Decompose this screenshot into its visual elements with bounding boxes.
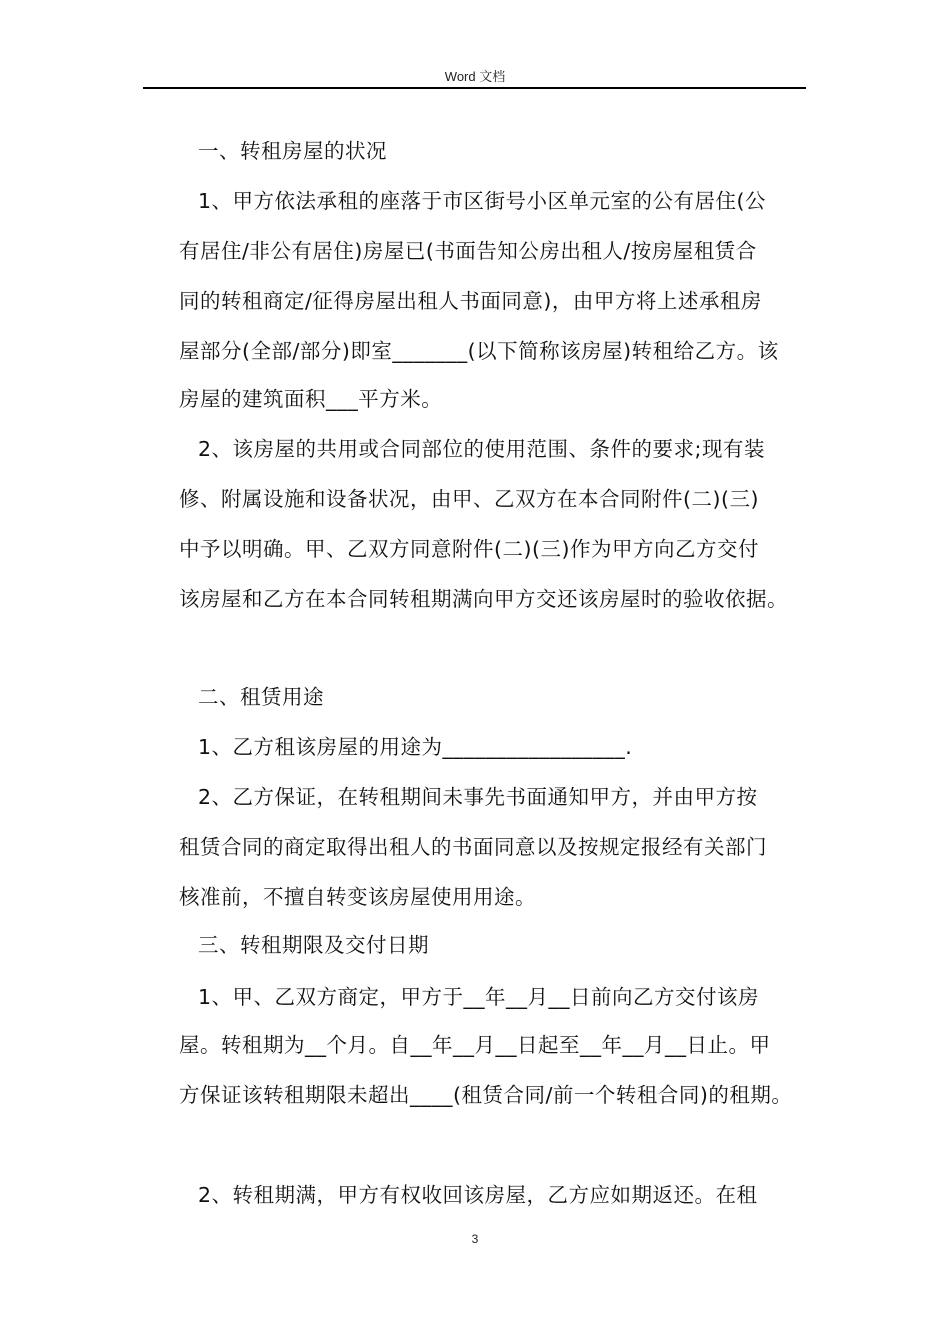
paragraph-line: 同的转租商定/征得房屋出租人书面同意)，由甲方将上述承租房 bbox=[179, 289, 762, 313]
section-heading-2: 二、租赁用途 bbox=[198, 685, 324, 709]
paragraph-line: 2、乙方保证，在转租期间未事先书面通知甲方，并由甲方按 bbox=[198, 785, 758, 809]
paragraph-line: 核准前，不擅自转变该房屋使用用途。 bbox=[179, 885, 536, 909]
paragraph-line: 1、甲方依法承租的座落于市区街号小区单元室的公有居住(公 bbox=[198, 189, 767, 213]
paragraph-line: 2、转租期满，甲方有权收回该房屋，乙方应如期返还。在租 bbox=[198, 1183, 758, 1207]
paragraph-line: 租赁合同的商定取得出租人的书面同意以及按规定报经有关部门 bbox=[179, 835, 767, 859]
paragraph-line: 房屋的建筑面积___平方米。 bbox=[179, 387, 443, 411]
paragraph-line: 2、该房屋的共用或合同部位的使用范围、条件的要求;现有装 bbox=[198, 437, 765, 461]
paragraph-line: 屋部分(全部/部分)即室_______(以下简称该房屋)转租给乙方。该 bbox=[179, 339, 779, 363]
paragraph-line: 该房屋和乙方在本合同转租期满向甲方交还该房屋时的验收依据。 bbox=[179, 587, 788, 611]
section-heading-1: 一、转租房屋的状况 bbox=[198, 139, 387, 163]
paragraph-line: 1、甲、乙双方商定，甲方于__年__月__日前向乙方交付该房 bbox=[198, 985, 760, 1009]
paragraph-line: 修、附属设施和设备状况，由甲、乙双方在本合同附件(二)(三) bbox=[179, 487, 759, 511]
section-heading-3: 三、转租期限及交付日期 bbox=[198, 933, 429, 957]
paragraph-line: 1、乙方租该房屋的用途为_________________. bbox=[198, 735, 633, 759]
paragraph-line: 方保证该转租期限未超出____(租赁合同/前一个转租合同)的租期。 bbox=[179, 1083, 793, 1107]
paragraph-line: 中予以明确。甲、乙双方同意附件(二)(三)作为甲方向乙方交付 bbox=[179, 537, 759, 561]
page-number: 3 bbox=[471, 1232, 479, 1246]
header-divider bbox=[143, 87, 806, 89]
paragraph-line: 有居住/非公有居住)房屋已(书面告知公房出租人/按房屋租赁合 bbox=[179, 239, 757, 263]
paragraph-line: 屋。转租期为__个月。自__年__月__日起至__年__月__日止。甲 bbox=[179, 1033, 771, 1057]
header-title: Word 文档 bbox=[444, 69, 506, 84]
